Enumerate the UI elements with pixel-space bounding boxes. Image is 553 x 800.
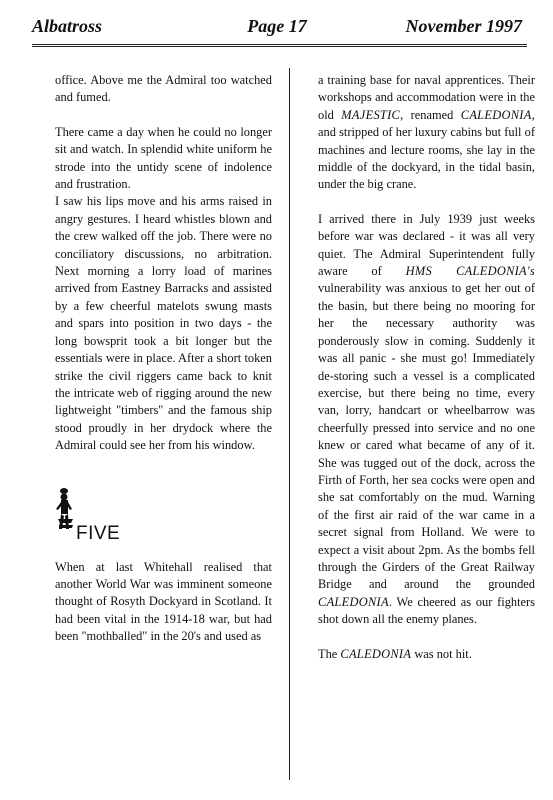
right-paragraph-2 [318,211,535,629]
left-paragraph-3: I saw his lips move and his arms raised in angry gestures. I heard whistles blown and the crew walked off the job. There were no conciliatory discussions, no arbitration. Next morning a lorry load of marines arrived from Eastney Barracks and assisted by a few cheerful matelots swung masts and spars into position in two days - the long bowsprit took a bit longer but the essentials were in place. After a short token strike the civil riggers came back to knit the intricate web of rigging around the new lightweight "timbers" and the famous ship stood proudly in her drydock where the Admiral could see her from his window. [55,194,272,453]
right-p2-text-c: . We cheered as our fighters shot down all the enemy planes. [318,594,535,627]
right-column [318,72,535,663]
header-rule [32,44,527,47]
ship-name-majestic: MAJESTIC [341,107,401,122]
page-header [32,12,522,40]
ship-name-caledonia-3: CALEDONIA [340,646,412,661]
issue-date: November 1997 [405,16,522,36]
chapter-heading [55,485,272,547]
ship-name-hms-caledonia: HMS CALEDONIA's [405,264,536,279]
right-paragraph-3 [318,646,535,663]
ship-name-caledonia: CALEDONIA, [460,107,535,122]
right-p1-text-b: , renamed [400,107,461,122]
right-p1-text-c: and stripped of her luxury cabins but full of machines and lecture rooms, she lay in the middle of the dockyard, in the tidal basin, under the big crane. [318,125,535,192]
right-p2-text-a: I arrived there in July 1939 just weeks before war was declared - it was all very quiet. The Admiral Superintendent fully aware of [318,211,535,279]
right-p3-text-b: was not hit. [411,646,472,661]
right-paragraph-1 [318,72,535,194]
right-p2-text-b: vulnerability was anxious to get her out of the basin, but there being no mooring for her the necessary authority was ponderously slow in coming. Suddenly it was all panic - she must go! Immediately de-storing such a vessel is a complicated exercise, but there being no time, every van, lorry, handcart or wheelbarrow was cheerfully pressed into service and no one knew or cared what became of any of it. She was tugged out of the dock, across the Firth of Forth, her sea cocks were open and she sat comfortably on the mud. Warning of the first air raid of the war came in a secret signal from Holland. We were to expect a visit about 2pm. As the bombs fell through the Girders of the Great Railway Bridge and around the grounded [318,281,535,592]
page-number: Page 17 [247,16,307,36]
left-paragraph-2: There came a day when he could no longer sit and watch. In splendid white uniform he strode into the untidy scene of indolence and frustration. [55,124,272,192]
right-p1-text-a: a training base for naval apprentices. Their workshops and accommodation were in the old [318,73,535,122]
left-paragraph-1: office. Above me the Admiral too watched and fumed. [55,73,272,105]
left-column [55,72,272,646]
ship-name-caledonia-2: CALEDONIA [318,594,389,609]
right-p3-text-a: The [318,646,341,661]
publication-title: Albatross [32,16,103,36]
column-divider [289,68,290,780]
left-paragraph-4: When at last Whitehall realised that another World War was imminent someone thought of Rosyth Dockyard in Scotland. It had been vital in the 1914-18 war, but had been "mothballed" in the 20's and used as [55,559,272,644]
chapter-heading-label: FIVE [76,522,121,544]
